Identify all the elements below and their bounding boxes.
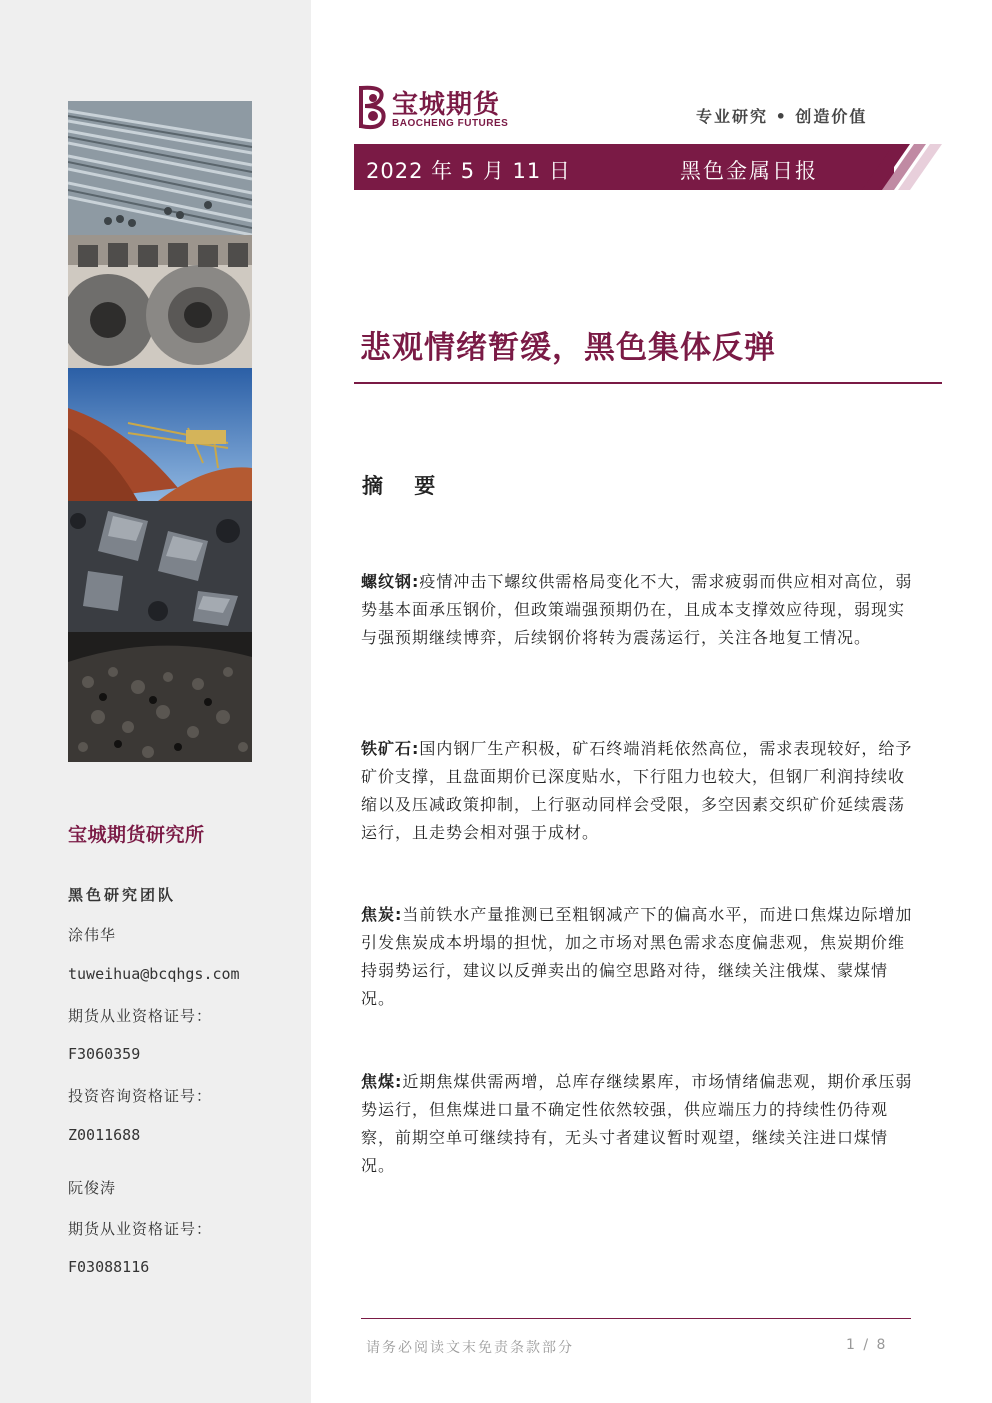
- analyst2-name: 阮俊涛: [68, 1179, 117, 1197]
- footer-disclaimer: 请务必阅读文末免责条款部分: [366, 1340, 574, 1356]
- iron-ore-yard-photo: [68, 368, 252, 501]
- title-divider: [354, 382, 942, 384]
- analyst2-cert: F03088116: [68, 1258, 150, 1276]
- report-type: 黑色金属日报: [680, 159, 818, 183]
- abstract-heading: 摘 要: [362, 474, 448, 498]
- analyst1-invest: Z0011688: [68, 1126, 141, 1144]
- analyst2-cert-label: 期货从业资格证号：: [68, 1220, 213, 1238]
- coke-photo: [68, 632, 252, 762]
- coal-lumps-photo: [68, 501, 252, 632]
- abstract-rebar: [361, 568, 921, 652]
- section-label: 焦煤:: [361, 1072, 403, 1091]
- slogan: 专业研究 • 创造价值: [696, 107, 868, 126]
- section-text: 近期焦煤供需两增，总库存继续累库，市场情绪偏悲观，期价承压弱势运行，但焦煤进口量不确定性依然较强，供应端压力的持续性仍待观察，前期空单可继续持有，无头寸者建议暂时观望，继续关注进口煤情况。: [361, 1072, 913, 1175]
- page-title: 悲观情绪暂缓，黑色集体反弹: [360, 330, 776, 366]
- analyst1-email[interactable]: tuweihua@bcqhgs.com: [68, 965, 240, 983]
- institute-name: 宝城期货研究所: [68, 824, 205, 846]
- logo-chinese-name: 宝城期货: [392, 90, 501, 120]
- abstract-iron-ore: [361, 735, 921, 847]
- section-text: 当前铁水产量推测已至粗钢减产下的偏高水平，而进口焦煤边际增加引发焦炭成本坍塌的担忧，加之市场对黑色需求态度偏悲观，焦炭期价维持弱势运行，建议以反弹卖出的偏空思路对待，继续关注俄煤、蒙煤情况。: [361, 905, 913, 1008]
- footer-divider: [361, 1318, 911, 1319]
- analyst1-cert-label: 期货从业资格证号：: [68, 1007, 213, 1025]
- abstract-coke: [361, 901, 921, 1013]
- section-label: 螺纹钢:: [361, 572, 420, 591]
- steel-coil-photo: [68, 235, 252, 368]
- page-number: 1 / 8: [846, 1337, 888, 1353]
- analyst1-invest-label: 投资咨询资格证号：: [68, 1087, 213, 1105]
- analyst1-cert: F3060359: [68, 1045, 141, 1063]
- analyst1-name: 涂伟华: [68, 926, 117, 944]
- company-logo-icon: [355, 84, 389, 134]
- abstract-coking-coal: [361, 1068, 921, 1180]
- section-label: 焦炭:: [361, 905, 403, 924]
- report-date: 2022 年 5 月 11 日: [366, 159, 571, 183]
- section-label: 铁矿石:: [361, 739, 420, 758]
- section-text: 国内钢厂生产积极，矿石终端消耗依然高位，需求表现较好，给予矿价支撑，且盘面期价已深度贴水，下行阻力也较大，但钢厂利润持续收缩以及压减政策抑制，上行驱动同样会受限，多空因素交织矿价延续震荡运行，且走势会相对强于成材。: [361, 739, 913, 842]
- rebar-photo: [68, 101, 252, 235]
- team-name: 黑色研究团队: [68, 886, 177, 904]
- section-text: 疫情冲击下螺纹供需格局变化不大，需求疲弱而供应相对高位，弱势基本面承压钢价，但政策端强预期仍在，且成本支撑效应待现，弱现实与强预期继续博弈，后续钢价将转为震荡运行，关注各地复工情况。: [361, 572, 913, 647]
- logo-english-name: BAOCHENG FUTURES: [392, 118, 509, 129]
